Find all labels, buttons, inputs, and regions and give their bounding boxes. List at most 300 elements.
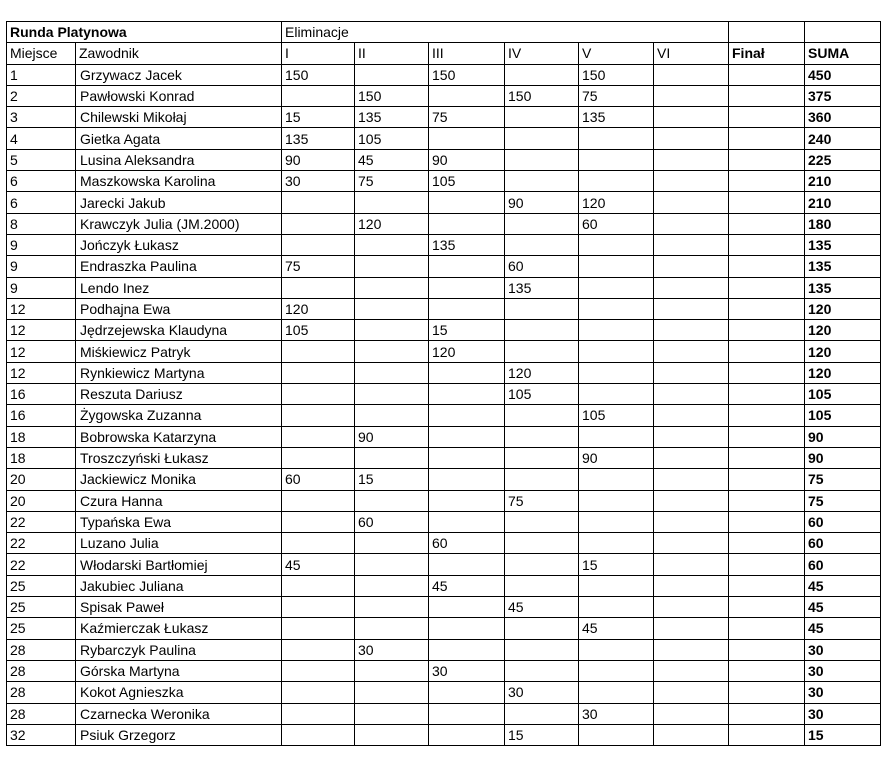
round-score-cell: 150 [355,85,429,106]
place-cell: 16 [7,405,76,426]
table-row [7,213,881,234]
table-row [7,575,881,596]
athlete-name-cell: Spisak Paweł [76,597,282,618]
round-score-cell: 120 [282,298,355,319]
table-row [7,298,881,319]
place-cell: 12 [7,298,76,319]
empty-cell [429,22,505,43]
round-score-cell [579,256,654,277]
place-cell: 12 [7,362,76,383]
final-score-cell [729,320,805,341]
final-score-cell [729,107,805,128]
round-score-cell: 30 [282,171,355,192]
round-score-cell [505,703,579,724]
round-score-cell: 15 [579,554,654,575]
round-score-cell [654,213,729,234]
col-header-round-6: VI [654,43,729,64]
athlete-name-cell: Czarnecka Weronika [76,703,282,724]
sum-cell: 30 [805,660,881,681]
table-row [7,192,881,213]
round-score-cell: 135 [355,107,429,128]
final-score-cell [729,128,805,149]
table-row [7,533,881,554]
sum-cell: 120 [805,320,881,341]
table-row [7,320,881,341]
sum-cell: 30 [805,682,881,703]
final-score-cell [729,341,805,362]
round-score-cell [355,703,429,724]
empty-cell [805,22,881,43]
elimination-title: Eliminacje [282,22,355,43]
round-score-cell: 75 [282,256,355,277]
round-score-cell [654,234,729,255]
table-row [7,660,881,681]
round-score-cell [654,639,729,660]
round-score-cell [654,554,729,575]
round-score-cell [429,405,505,426]
athlete-name-cell: Chilewski Mikołaj [76,107,282,128]
round-score-cell [654,511,729,532]
table-row [7,490,881,511]
round-score-cell [579,234,654,255]
round-score-cell [429,384,505,405]
col-header-round-5: V [579,43,654,64]
table-row [7,618,881,639]
round-score-cell [355,64,429,85]
round-score-cell [355,277,429,298]
final-score-cell [729,469,805,490]
round-score-cell [429,85,505,106]
round-score-cell: 60 [505,256,579,277]
round-score-cell: 45 [505,597,579,618]
round-score-cell [654,575,729,596]
round-score-cell [579,171,654,192]
athlete-name-cell: Rybarczyk Paulina [76,639,282,660]
final-score-cell [729,405,805,426]
round-score-cell: 75 [355,171,429,192]
place-cell: 12 [7,341,76,362]
round-score-cell: 90 [282,149,355,170]
round-score-cell [355,618,429,639]
round-score-cell [579,490,654,511]
round-score-cell [429,597,505,618]
round-score-cell: 30 [505,682,579,703]
round-score-cell: 150 [579,64,654,85]
round-score-cell [282,724,355,745]
round-score-cell: 75 [505,490,579,511]
athlete-name-cell: Jackiewicz Monika [76,469,282,490]
round-score-cell [579,639,654,660]
table-row [7,85,881,106]
round-score-cell [505,426,579,447]
athlete-name-cell: Reszuta Dariusz [76,384,282,405]
round-score-cell: 90 [505,192,579,213]
round-score-cell [429,682,505,703]
table-row [7,256,881,277]
athlete-name-cell: Troszczyński Łukasz [76,447,282,468]
round-score-cell: 120 [505,362,579,383]
final-score-cell [729,192,805,213]
table-row [7,341,881,362]
athlete-name-cell: Lendo Inez [76,277,282,298]
round-score-cell [654,447,729,468]
sum-cell: 450 [805,64,881,85]
sum-cell: 90 [805,447,881,468]
round-score-cell: 135 [282,128,355,149]
sum-cell: 225 [805,149,881,170]
sum-cell: 240 [805,128,881,149]
place-cell: 18 [7,447,76,468]
table-row [7,384,881,405]
round-score-cell [355,298,429,319]
round-score-cell [654,171,729,192]
round-score-cell [355,234,429,255]
col-header-round-4: IV [505,43,579,64]
round-score-cell [429,426,505,447]
round-score-cell [505,639,579,660]
round-score-cell [505,660,579,681]
round-score-cell [579,511,654,532]
sum-cell: 60 [805,554,881,575]
round-score-cell [505,511,579,532]
sum-cell: 60 [805,511,881,532]
round-score-cell [355,575,429,596]
round-score-cell [282,405,355,426]
athlete-name-cell: Typańska Ewa [76,511,282,532]
sum-cell: 45 [805,597,881,618]
round-score-cell [654,405,729,426]
sum-cell: 60 [805,533,881,554]
round-score-cell [579,384,654,405]
round-score-cell [579,362,654,383]
round-score-cell: 150 [505,85,579,106]
round-score-cell [282,192,355,213]
place-cell: 16 [7,384,76,405]
round-score-cell [355,597,429,618]
round-score-cell [654,256,729,277]
round-score-cell: 105 [429,171,505,192]
round-score-cell [429,256,505,277]
sum-cell: 210 [805,192,881,213]
round-score-cell [654,490,729,511]
round-score-cell [579,320,654,341]
sum-cell: 135 [805,277,881,298]
round-score-cell: 105 [505,384,579,405]
table-row [7,703,881,724]
final-score-cell [729,256,805,277]
sum-cell: 120 [805,362,881,383]
athlete-name-cell: Podhajna Ewa [76,298,282,319]
final-score-cell [729,554,805,575]
sum-cell: 135 [805,256,881,277]
place-cell: 22 [7,533,76,554]
final-score-cell [729,277,805,298]
round-score-cell [429,298,505,319]
round-score-cell [429,192,505,213]
round-score-cell [579,682,654,703]
round-score-cell: 60 [282,469,355,490]
round-score-cell: 135 [505,277,579,298]
round-score-cell [579,341,654,362]
final-score-cell [729,426,805,447]
round-score-cell [282,213,355,234]
round-score-cell [282,234,355,255]
athlete-name-cell: Gietka Agata [76,128,282,149]
round-score-cell [654,320,729,341]
round-score-cell [429,469,505,490]
sum-cell: 180 [805,213,881,234]
table-row [7,447,881,468]
place-cell: 28 [7,682,76,703]
round-score-cell: 30 [355,639,429,660]
place-cell: 1 [7,64,76,85]
round-score-cell [282,660,355,681]
final-score-cell [729,384,805,405]
round-score-cell: 45 [429,575,505,596]
round-title: Runda Platynowa [7,22,282,43]
sum-cell: 210 [805,171,881,192]
round-score-cell [429,213,505,234]
sum-cell: 30 [805,703,881,724]
round-score-cell [355,724,429,745]
round-score-cell [505,213,579,234]
athlete-name-cell: Rynkiewicz Martyna [76,362,282,383]
round-score-cell: 60 [355,511,429,532]
athlete-name-cell: Górska Martyna [76,660,282,681]
final-score-cell [729,618,805,639]
round-score-cell [355,682,429,703]
round-score-cell [429,724,505,745]
athlete-name-cell: Maszkowska Karolina [76,171,282,192]
table-row [7,405,881,426]
round-score-cell: 45 [355,149,429,170]
round-score-cell: 60 [579,213,654,234]
athlete-name-cell: Grzywacz Jacek [76,64,282,85]
round-score-cell [355,362,429,383]
athlete-name-cell: Psiuk Grzegorz [76,724,282,745]
round-score-cell [654,703,729,724]
final-score-cell [729,511,805,532]
athlete-name-cell: Jakubiec Juliana [76,575,282,596]
col-header-place: Miejsce [7,43,76,64]
col-header-athlete: Zawodnik [76,43,282,64]
round-score-cell: 45 [282,554,355,575]
round-score-cell [355,320,429,341]
round-score-cell [579,575,654,596]
round-score-cell [505,234,579,255]
place-cell: 12 [7,320,76,341]
final-score-cell [729,682,805,703]
sum-cell: 105 [805,384,881,405]
round-score-cell [282,533,355,554]
round-score-cell: 75 [579,85,654,106]
sum-cell: 135 [805,234,881,255]
athlete-name-cell: Żygowska Zuzanna [76,405,282,426]
round-score-cell [505,469,579,490]
round-score-cell [654,724,729,745]
place-cell: 25 [7,618,76,639]
place-cell: 4 [7,128,76,149]
col-header-sum: SUMA [805,43,881,64]
table-row [7,639,881,660]
athlete-name-cell: Jędrzejewska Klaudyna [76,320,282,341]
round-score-cell [579,597,654,618]
place-cell: 18 [7,426,76,447]
sum-cell: 75 [805,490,881,511]
round-score-cell: 45 [579,618,654,639]
sum-cell: 360 [805,107,881,128]
round-score-cell [654,64,729,85]
round-score-cell [429,277,505,298]
round-score-cell [654,85,729,106]
round-score-cell: 75 [429,107,505,128]
round-score-cell: 90 [579,447,654,468]
round-score-cell [282,703,355,724]
round-score-cell [282,597,355,618]
round-score-cell [282,341,355,362]
round-score-cell: 150 [282,64,355,85]
round-score-cell [282,490,355,511]
final-score-cell [729,533,805,554]
round-score-cell [505,107,579,128]
round-score-cell: 105 [355,128,429,149]
round-score-cell [579,469,654,490]
sum-cell: 15 [805,724,881,745]
athlete-name-cell: Włodarski Bartłomiej [76,554,282,575]
round-score-cell [355,533,429,554]
table-row [7,171,881,192]
round-score-cell [505,618,579,639]
header-row [7,43,881,64]
round-score-cell [579,277,654,298]
table-row [7,128,881,149]
col-header-final: Finał [729,43,805,64]
place-cell: 5 [7,149,76,170]
round-score-cell [579,128,654,149]
final-score-cell [729,660,805,681]
round-score-cell [429,639,505,660]
round-score-cell [579,298,654,319]
sum-cell: 75 [805,469,881,490]
round-score-cell [654,469,729,490]
round-score-cell [355,405,429,426]
round-score-cell [654,618,729,639]
sum-cell: 45 [805,575,881,596]
table-row [7,277,881,298]
round-score-cell: 15 [505,724,579,745]
round-score-cell: 15 [355,469,429,490]
round-score-cell: 30 [579,703,654,724]
round-score-cell [505,554,579,575]
place-cell: 25 [7,597,76,618]
final-score-cell [729,64,805,85]
place-cell: 28 [7,660,76,681]
ranking-table [6,21,881,746]
round-score-cell [429,554,505,575]
athlete-name-cell: Czura Hanna [76,490,282,511]
round-score-cell: 105 [579,405,654,426]
round-score-cell [505,128,579,149]
table-row [7,597,881,618]
round-score-cell [429,128,505,149]
table-row [7,234,881,255]
empty-cell [579,22,654,43]
athlete-name-cell: Jarecki Jakub [76,192,282,213]
round-score-cell: 150 [429,64,505,85]
table-row [7,426,881,447]
sum-cell: 45 [805,618,881,639]
round-score-cell [429,618,505,639]
round-score-cell: 90 [355,426,429,447]
final-score-cell [729,597,805,618]
athlete-name-cell: Krawczyk Julia (JM.2000) [76,213,282,234]
athlete-name-cell: Kaźmierczak Łukasz [76,618,282,639]
final-score-cell [729,85,805,106]
final-score-cell [729,171,805,192]
round-score-cell: 120 [355,213,429,234]
round-score-cell [654,362,729,383]
table-row [7,682,881,703]
sum-cell: 105 [805,405,881,426]
round-score-cell: 15 [429,320,505,341]
round-score-cell [579,149,654,170]
round-score-cell [579,533,654,554]
round-score-cell: 60 [429,533,505,554]
round-score-cell [505,64,579,85]
round-score-cell: 90 [429,149,505,170]
table-row [7,149,881,170]
round-score-cell: 120 [429,341,505,362]
empty-cell [355,22,429,43]
round-score-cell [654,660,729,681]
round-score-cell [505,341,579,362]
round-score-cell [654,298,729,319]
round-score-cell [355,256,429,277]
round-score-cell [355,660,429,681]
round-score-cell [579,660,654,681]
table-row [7,724,881,745]
place-cell: 9 [7,277,76,298]
place-cell: 6 [7,192,76,213]
table-row [7,469,881,490]
round-score-cell [355,341,429,362]
place-cell: 22 [7,511,76,532]
place-cell: 9 [7,256,76,277]
col-header-round-3: III [429,43,505,64]
table-row [7,554,881,575]
round-score-cell [654,149,729,170]
round-score-cell: 30 [429,660,505,681]
final-score-cell [729,447,805,468]
round-score-cell [429,703,505,724]
round-score-cell [282,618,355,639]
place-cell: 6 [7,171,76,192]
round-score-cell [505,533,579,554]
round-score-cell [505,405,579,426]
place-cell: 20 [7,490,76,511]
round-score-cell [282,682,355,703]
round-score-cell [429,362,505,383]
final-score-cell [729,298,805,319]
round-score-cell [355,447,429,468]
round-score-cell [654,533,729,554]
title-row [7,22,881,43]
final-score-cell [729,639,805,660]
round-score-cell [282,639,355,660]
athlete-name-cell: Luzano Julia [76,533,282,554]
round-score-cell [654,384,729,405]
round-score-cell: 105 [282,320,355,341]
